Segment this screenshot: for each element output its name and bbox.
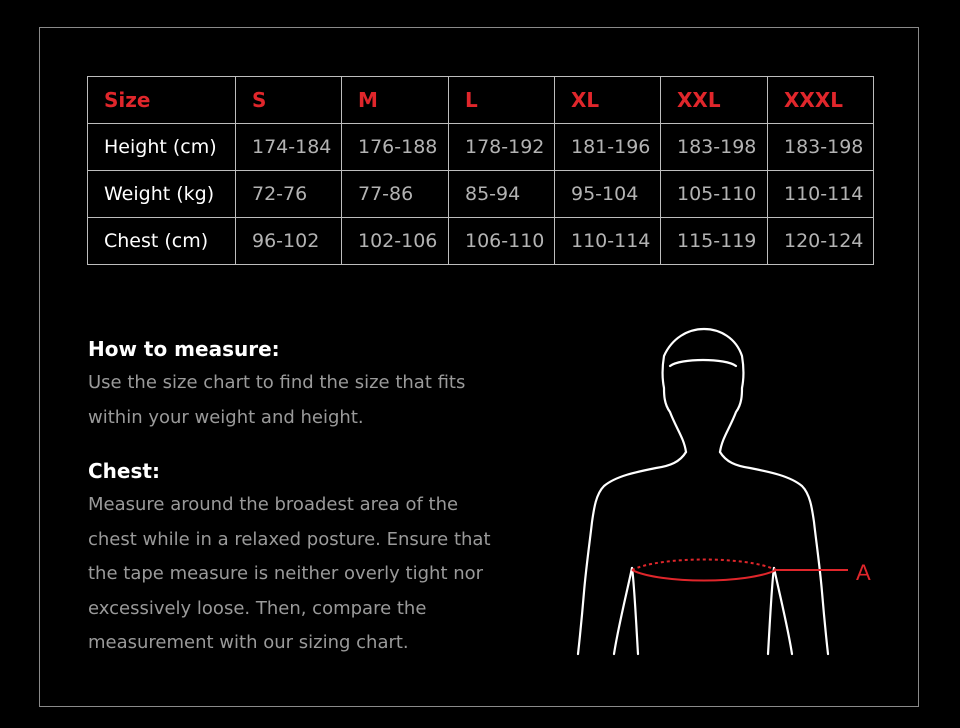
row-label-chest: Chest (cm) — [88, 218, 236, 265]
chest-line: measurement with our sizing chart. — [88, 632, 409, 653]
table-cell: 72-76 — [236, 171, 342, 218]
how-to-measure-line: Use the size chart to find the size that fits — [88, 372, 466, 393]
table-cell: 110-114 — [555, 218, 661, 265]
chest-line: Measure around the broadest area of the — [88, 494, 459, 515]
table-cell: 110-114 — [768, 171, 874, 218]
table-cell: 77-86 — [342, 171, 449, 218]
chest-line: the tape measure is neither overly tight nor — [88, 563, 484, 584]
table-row-chest — [88, 218, 874, 265]
header-cell-xxl: XXL — [661, 77, 768, 124]
table-cell: 102-106 — [342, 218, 449, 265]
size-chart-table — [87, 76, 874, 265]
table-row-weight — [88, 171, 874, 218]
table-cell: 105-110 — [661, 171, 768, 218]
left-torso-edge — [614, 568, 632, 654]
chest-heading: Chest: — [88, 459, 160, 483]
left-armpit — [632, 568, 638, 654]
head-outline — [663, 329, 744, 452]
hairline — [670, 360, 736, 366]
chest-line: chest while in a relaxed posture. Ensure that — [88, 528, 491, 550]
chest-tape-back — [632, 560, 776, 571]
header-cell-xxxl: XXXL — [768, 77, 874, 124]
header-cell-m: M — [342, 77, 449, 124]
table-header-row — [88, 77, 874, 124]
table-cell: 95-104 — [555, 171, 661, 218]
measure-marker-label: A — [856, 560, 871, 585]
row-label-height: Height (cm) — [88, 124, 236, 171]
body-measurement-figure — [560, 320, 890, 665]
header-cell-s: S — [236, 77, 342, 124]
table-cell: 181-196 — [555, 124, 661, 171]
header-cell-xl: XL — [555, 77, 661, 124]
row-label-weight: Weight (kg) — [88, 171, 236, 218]
table-row-height — [88, 124, 874, 171]
chest-tape-front — [632, 570, 776, 581]
how-to-measure-heading: How to measure: — [88, 337, 280, 361]
right-armpit — [768, 568, 774, 654]
chest-section — [88, 458, 558, 661]
header-cell-size: Size — [88, 77, 236, 124]
table-cell: 183-198 — [661, 124, 768, 171]
table-cell: 178-192 — [449, 124, 555, 171]
left-shoulder-arm — [578, 452, 686, 654]
table-cell: 96-102 — [236, 218, 342, 265]
table-cell: 183-198 — [768, 124, 874, 171]
chest-line: excessively loose. Then, compare the — [88, 597, 427, 619]
table-cell: 85-94 — [449, 171, 555, 218]
table-cell: 120-124 — [768, 218, 874, 265]
table-cell: 115-119 — [661, 218, 768, 265]
table-cell: 174-184 — [236, 124, 342, 171]
header-cell-l: L — [449, 77, 555, 124]
table-cell: 106-110 — [449, 218, 555, 265]
right-shoulder-arm — [720, 452, 828, 654]
how-to-measure-line: within your weight and height. — [88, 406, 364, 428]
how-to-measure-section — [88, 336, 558, 435]
table-cell: 176-188 — [342, 124, 449, 171]
right-torso-edge — [774, 568, 792, 654]
